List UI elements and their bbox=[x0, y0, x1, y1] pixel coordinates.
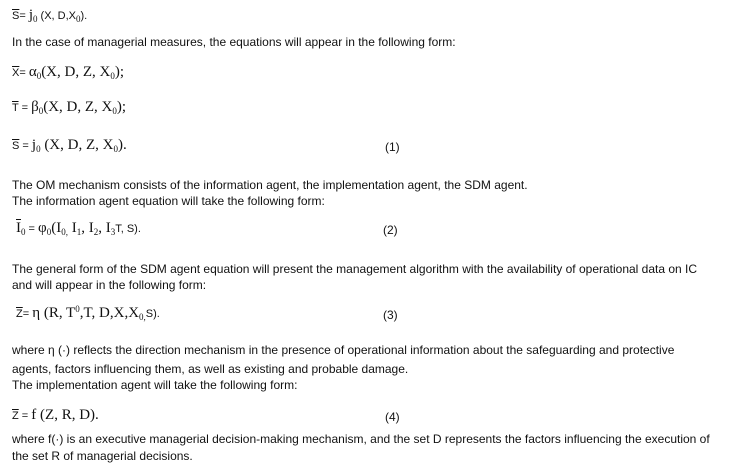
equation-subscript: 0 bbox=[36, 144, 41, 154]
equation-args: , I bbox=[98, 220, 111, 236]
equation-s-general bbox=[12, 8, 87, 24]
equation-lhs: $\overline{Z}$ bbox=[12, 410, 19, 422]
equation-args: (X, D, Z, X bbox=[40, 137, 114, 153]
equation-number: (1) bbox=[385, 140, 400, 154]
paragraph-managerial-measures: In the case of managerial measures, the equations will appear in the following form: bbox=[12, 35, 456, 49]
equation-subscript: 0 bbox=[38, 106, 44, 116]
equation-subscript: 0 bbox=[33, 14, 38, 24]
equation-operator: = bbox=[19, 10, 29, 22]
equation-superscript: 0 bbox=[75, 304, 80, 314]
equation-f bbox=[12, 408, 99, 424]
equation-args: ,T, D,X,X bbox=[79, 305, 140, 321]
equation-close: ). bbox=[117, 137, 127, 153]
equation-z bbox=[16, 306, 160, 322]
equation-args: (X, D, Z, X bbox=[41, 64, 111, 80]
equation-args: , I bbox=[81, 220, 94, 236]
equation-lhs: $\overline{S}$ bbox=[12, 140, 20, 152]
equation-operator: = bbox=[19, 67, 29, 79]
equation-s bbox=[12, 138, 127, 154]
equation-subscript: 0 bbox=[36, 71, 42, 81]
equation-subscript: 2 bbox=[93, 227, 99, 237]
equation-close: ); bbox=[114, 64, 125, 80]
equation-function: α bbox=[28, 64, 37, 80]
equation-subscript: 0 bbox=[21, 227, 26, 237]
equation-lhs: $\overline{Z}$ bbox=[16, 308, 23, 320]
equation-x bbox=[12, 65, 124, 81]
equation-number: (3) bbox=[383, 308, 398, 322]
equation-lhs: $\overline{T}$ bbox=[12, 102, 19, 114]
equation-subscript: 0, bbox=[61, 227, 68, 237]
equation-lhs: $\overline{X}$ bbox=[12, 67, 20, 79]
equation-subscript: 0 bbox=[76, 14, 81, 24]
equation-close: ); bbox=[116, 99, 127, 115]
paragraph-sdm-general-form: The general form of the SDM agent equation will present the management algorithm with the availability of operational data on IC bbox=[12, 262, 698, 276]
equation-args: (Z, R, D). bbox=[36, 407, 99, 423]
paragraph-implementation-agent: The implementation agent will take the following form: bbox=[12, 378, 298, 392]
equation-args: (I bbox=[51, 220, 62, 236]
equation-operator: = bbox=[18, 102, 32, 114]
equation-i bbox=[16, 221, 141, 237]
equation-operator: = bbox=[19, 140, 32, 152]
equation-close: S). bbox=[145, 308, 160, 320]
equation-subscript: 3 bbox=[110, 227, 116, 237]
equation-subscript: 0 bbox=[46, 227, 52, 237]
equation-operator: = bbox=[18, 410, 32, 422]
equation-function: φ bbox=[38, 220, 47, 236]
paragraph-f-description: where f(·) is an executive managerial decision-making mechanism, and the set D represents the factors influencing the execution of bbox=[12, 432, 710, 446]
equation-args: (X, D,X bbox=[37, 10, 77, 22]
equation-close: T, S). bbox=[115, 223, 141, 235]
equation-subscript: 0 bbox=[113, 144, 118, 154]
equation-operator: = bbox=[25, 223, 39, 235]
equation-function: β bbox=[31, 99, 39, 115]
equation-subscript: 0 bbox=[112, 106, 117, 116]
equation-t bbox=[12, 100, 126, 116]
paragraph-information-agent: The information agent equation will take the following form: bbox=[12, 194, 325, 208]
equation-subscript: 1 bbox=[76, 227, 82, 237]
equation-number: (2) bbox=[383, 223, 398, 237]
equation-args: (R, T bbox=[40, 305, 76, 321]
equation-close: ). bbox=[80, 10, 88, 22]
equation-function: f bbox=[31, 407, 37, 423]
equation-operator: = bbox=[22, 308, 33, 320]
equation-function: j bbox=[31, 137, 37, 153]
equation-args: (X, D, Z, X bbox=[43, 99, 113, 115]
equation-args: I bbox=[67, 220, 77, 236]
equation-function: j bbox=[28, 7, 33, 23]
equation-function: η bbox=[32, 305, 41, 321]
paragraph-set-r: the set R of managerial decisions. bbox=[12, 449, 193, 463]
paragraph-om-mechanism: The OM mechanism consists of the information agent, the implementation agent, the SDM agent. bbox=[12, 178, 528, 192]
paragraph-eta-description: where η (·) reflects the direction mechanism in the presence of operational information about the safeguarding and protective bbox=[12, 343, 675, 357]
equation-lhs: $\overline{S}$ bbox=[12, 10, 20, 22]
paragraph-sdm-form: and will appear in the following form: bbox=[12, 278, 207, 292]
equation-subscript: 0, bbox=[139, 312, 146, 322]
equation-subscript: 0 bbox=[110, 71, 115, 81]
equation-number: (4) bbox=[385, 410, 400, 424]
paragraph-agents-factors: agents, factors influencing them, as well as existing and probable damage. bbox=[12, 362, 409, 376]
equation-lhs: $\overline{I}$ bbox=[16, 220, 21, 236]
